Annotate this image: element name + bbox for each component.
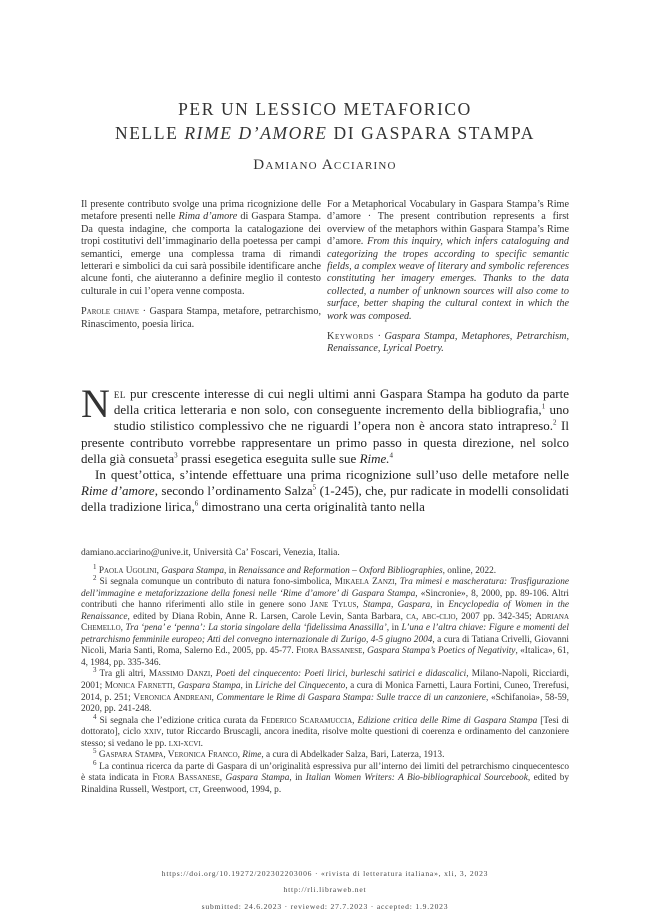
footnote-6: $^6$ La continua ricerca da parte di Gaspara di un’originalità espressiva pur all’interno dei limiti del petrarchismo cinquecentesco è stata indicata in Fiora Bassanese, Gaspara Stampa, in Italian Women Writers: A Bio-bibliographical Sourcebook, edited by Rinaldina Russell, Westport, ct, Greenwood, 1994, p. bbox=[81, 758, 570, 795]
footnote-3: $^3$ Tra gli altri, Massimo Danzi, Poeti del cinquecento: Poeti lirici, burleschi satirici e didascalici, Milano-Napoli, Ricciardi, 2001; Monica Farnetti, Gaspara Stampa, in Liriche del Cinquecento, a cura di Monica Farnetti, Laura Fortini, Cuneo, Trerefusi, 2014, p. 251; Veronica Andreani, Commentare le Rime di Gaspara Stampa: Sulle tracce di un canzoniere, «Schifanoia», 58-59, 2020, pp. 241-248. bbox=[81, 666, 569, 715]
paragraph-2: In quest’ottica, s’intende effettuare una prima ricognizione sull’uso delle metafore nelle Rime d’amore, secondo l’ordinamento Salza$^5$ (1-245), che, pur radicate in modelli consolidati della tradizione lirica,$^6$ dimostrano una certa originalità tanto nella bbox=[81, 467, 569, 515]
footnotes bbox=[81, 548, 569, 796]
keywords-text: · Gaspara Stampa, Metaphores, Petrarchism, Renaissance, Lyrical Poetry. bbox=[327, 331, 569, 355]
footnote-1: $^1$ Paola Ugolini, Gaspara Stampa, in Renaissance and Reformation – Oxford Bibliographies, online, 2022. bbox=[93, 562, 497, 576]
keywords-english bbox=[327, 331, 569, 356]
title-text: DI GASPARA STAMPA bbox=[327, 123, 535, 143]
footnote-ref[interactable]: 1 bbox=[541, 402, 546, 411]
journal-website-link[interactable]: http://rli.libraweb.net bbox=[283, 885, 367, 894]
author-name: Damiano Acciarino bbox=[253, 157, 397, 173]
footnote-ref[interactable]: 5 bbox=[312, 483, 317, 492]
abstract-text: For a Metaphorical Vocabulary in Gaspara Stampa’s Rime d’amore · The present contribution represents a first overview of the metaphors within Gaspara Stampa’s Rime d’amore. From this inquiry, which infers cataloguing and categorizing the tropes according to specific semantic fields, a complex weave of literary and symbolic references constituting her imagery emerges. Thanks to the data collected, a number of unknown sources will also come to surface, better shaping the cultural context in which the work was composed. bbox=[327, 199, 569, 322]
footnote-4: $^4$ Si segnala che l’edizione critica curata da Federico Scaramuccia, Edizione critica delle Rime di Gaspara Stampa [Tesi di dottorato], ciclo xxiv, tutor Riccardo Bruscagli, ancora inedita, risolve molte questioni di coerenza e ordinamento del canzoniere stesso; si vedano le pp. lxi-xcvi. bbox=[81, 712, 570, 749]
footnote-5: $^5$ Gaspara Stampa, Veronica Franco, Rime, a cura di Abdelkader Salza, Bari, Laterza, 1913. bbox=[93, 747, 445, 761]
doi-journal-line[interactable]: https://doi.org/10.19272/202302203006 · «rivista di letteratura italiana», xli, 3, 2023 bbox=[161, 869, 489, 878]
abstract-italian bbox=[81, 199, 321, 331]
footnote-ref[interactable]: 2 bbox=[552, 419, 557, 428]
footnote-ref[interactable]: 6 bbox=[194, 500, 199, 509]
article-title-line-1: PER UN LESSICO METAFORICO bbox=[178, 99, 472, 119]
main-body-text bbox=[81, 381, 569, 516]
title-italic-text: RIME D’AMORE bbox=[184, 123, 328, 143]
drop-cap: N bbox=[81, 381, 110, 426]
keywords-label: Keywords bbox=[327, 331, 374, 343]
footnote-ref[interactable]: 4 bbox=[389, 451, 394, 460]
paragraph-1: Nel pur crescente interesse di cui negli ultimi anni Gaspara Stampa ha goduto da parte della critica letteraria e non solo, con conseguente incremento della bibliografia,$^1$ uno studio stilistico complessivo che ne riguardi l’opera non è ancora stato intrapreso.$^2$ Il presente contributo vorrebbe rappresentare un primo passo in questa direzione, nel solco della già consueta$^3$ prassi esegetica eseguita sulle sue Rime.$^4$ bbox=[81, 381, 569, 466]
abstract-english bbox=[327, 199, 569, 356]
submission-dates: submitted: 24.6.2023 · reviewed: 27.7.2023 · accepted: 1.9.2023 bbox=[201, 902, 449, 911]
abstract-text: Il presente contributo svolge una prima ricognizione delle metafore presenti nelle Rima d’amore di Gaspara Stampa. Da questa indagine, che comporta la catalogazione dei tropi costitutivi dell’immaginario della poetessa per campi semantici, emerge una complessa trama di rimandi letterari e simbolici da cui sarà possibile identificare anche alcune fonti, che aiuteranno a definire meglio il contesto culturale in cui l’opera venne composta. bbox=[81, 199, 321, 297]
footnote-2: $^2$ Si segnala comunque un contributo di natura fono-simbolica, Mikaela Zanzi, Tra mimesi e mascheratura: Trasfigurazione dell’immagine e metaforizzazione della fonesi nelle ‘Rime d’amore’ di Gaspara Stampa, «Sincronie», 8, 2000, pp. 89-106. Altri contributi che hanno riferimenti allo stile in genere sono Jane Tylus, Stampa, Gaspara, in Encyclopedia of Women in the Renaissance, edited by Diana Robin, Anne R. Larsen, Carole Levin, Santa Barbara, ca, abc-clio, 2007 pp. 342-345; Adriana Chemello, Tra ‘pena’ e ‘penna’: La storia singolare della ‘fidelissima Anassilla’, in L’una e l’altra chiave: Figure e momenti del petrarchismo femminile europeo; Atti del convegno internazionale di Zurigo, 4-5 giugno 2004, a cura di Tatiana Crivelli, Giovanni Nicoli, Maria Santi, Roma, Salerno Ed., 2005, pp. 45-77. Fiora Bassanese, Gaspara Stampa’s Poetics of Negativity, «Italica», 61, 4, 1984, pp. 335-346. bbox=[81, 574, 570, 668]
author-affiliation: damiano.acciarino@unive.it, Università Ca’ Foscari, Venezia, Italia. bbox=[81, 548, 340, 558]
keywords-label: Parole chiave bbox=[81, 306, 140, 318]
keywords-text: · Gaspara Stampa, metafore, petrarchismo, Rinascimento, poesia lirica. bbox=[81, 306, 321, 330]
footnote-ref[interactable]: 3 bbox=[174, 451, 178, 460]
title-text: NELLE bbox=[115, 123, 185, 143]
article-title-line-2 bbox=[0, 123, 650, 144]
keywords-italian bbox=[81, 306, 321, 331]
